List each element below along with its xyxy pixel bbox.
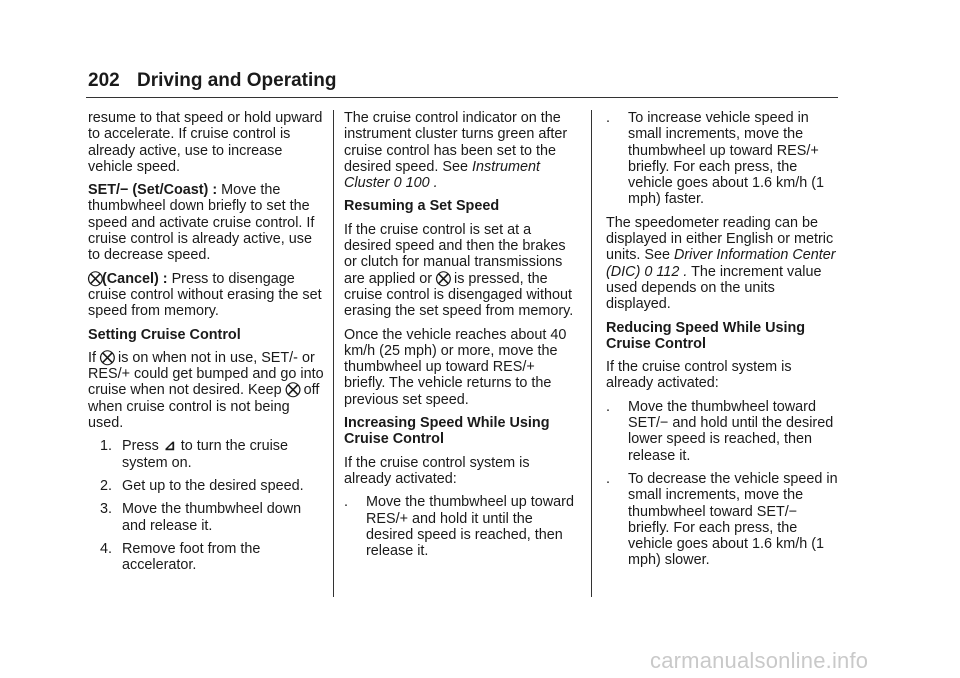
text: The increment value used depends on the units displayed.: [606, 263, 822, 313]
bullet: .: [606, 470, 610, 487]
section-title: Driving and Operating: [136, 70, 337, 91]
text: If the cruise control is set at a desired speed and then the brakes or clutch for manual transmissions are applied or: [344, 221, 566, 287]
list-item: [100, 541, 324, 574]
step-text: Remove foot from the accelerator.: [122, 540, 261, 574]
cruise-control-icon: ⊿: [163, 438, 176, 455]
set-coast-label: SET/− (Set/Coast) :: [88, 182, 218, 199]
paragraph: resume to that speed or hold upward to accelerate. If cruise control is already active, use to increase vehicle speed.: [88, 110, 323, 175]
page-reference: 0 112 .: [640, 263, 688, 280]
step-text: Move the thumbwheel down and release it.: [122, 501, 302, 534]
cancel-icon: ⛒: [100, 349, 115, 366]
list-item-text: To increase vehicle speed in small increments, move the thumbwheel up toward RES/+ briefly. For each press, the vehicle goes about 1.6 km/h (1 mph) faster.: [628, 110, 824, 208]
increase-heading: Increasing Speed While Using Cruise Control: [344, 415, 550, 448]
page-number: 202: [88, 70, 120, 91]
step-text: [122, 438, 324, 471]
list-item: [606, 110, 842, 208]
setting-heading: Setting Cruise Control: [88, 326, 241, 343]
step-number: 3.: [100, 501, 113, 518]
list-item: [100, 478, 324, 494]
text: The cruise control indicator on the instrument cluster turns green after cruise control has been set to the desired speed. See: [344, 110, 568, 175]
bullet: .: [606, 398, 610, 415]
cross-reference-link[interactable]: Driver Information Center (DIC): [606, 247, 836, 280]
text: If: [88, 349, 100, 366]
list-item-text: To decrease the vehicle speed in small increments, move the thumbwheel toward SET/− briefly. For each press, the vehicle goes about 1.6 km/h (1 mph) slower.: [628, 470, 838, 569]
text: is pressed, the cruise control is disengaged without erasing the set speed from memory.: [344, 270, 574, 320]
steps-list: [88, 438, 324, 573]
bullet: .: [344, 494, 348, 511]
watermark: carmanualsonline.info: [650, 648, 869, 673]
paragraph-speedometer: [606, 215, 842, 313]
bullet-list: [606, 399, 842, 569]
cancel-text: Press to disengage cruise control without erasing the set speed from memory.: [88, 270, 322, 320]
paragraph-resume: [344, 222, 580, 320]
set-coast-text: Move the thumbwheel down briefly to set the speed and activate cruise control. If cruise control is already active, use to decrease speed.: [88, 182, 315, 264]
bullet-list: [606, 110, 842, 208]
paragraph-setting: [88, 350, 324, 431]
step-text: Get up to the desired speed.: [122, 477, 304, 494]
column-3: [606, 110, 842, 576]
cancel-icon: ⛒: [436, 270, 451, 287]
list-item-text: Move the thumbwheel up toward RES/+ and hold it until the desired speed is reached, then release it.: [366, 494, 574, 560]
list-item: [100, 438, 324, 471]
column-divider-2: [591, 110, 592, 597]
paragraph: Once the vehicle reaches about 40 km/h (25 mph) or more, move the thumbwheel up toward RES/+ briefly. The vehicle returns to the previous set speed.: [344, 326, 567, 408]
text: to turn the cruise system on.: [122, 438, 288, 471]
resume-heading: Resuming a Set Speed: [344, 198, 500, 215]
list-item: [100, 501, 324, 534]
text: The speedometer reading can be displayed in either English or metric units. See: [606, 214, 834, 264]
column-divider-1: [333, 110, 334, 597]
step-number: 1.: [100, 438, 113, 455]
text: Press: [122, 438, 163, 455]
list-item: [344, 494, 580, 559]
column-2: [344, 110, 580, 566]
page-reference: 0 100 .: [389, 175, 438, 192]
bullet: .: [606, 110, 610, 126]
cancel-icon: ⛒: [285, 382, 301, 399]
text: is on when not in use, SET/- or RES/+ could get bumped and go into cruise when not desired. Keep: [88, 349, 324, 399]
paragraph-cancel: [88, 271, 324, 320]
list-item: [606, 471, 842, 569]
column-1: [88, 110, 324, 580]
paragraph: If the cruise control system is already activated:: [344, 454, 530, 487]
paragraph: If the cruise control system is already activated:: [606, 359, 792, 392]
bullet-list: [344, 494, 580, 559]
paragraph-set-coast: [88, 182, 324, 263]
list-item-text: Move the thumbwheel toward SET/− and hold until the desired lower speed is reached, then release it.: [628, 398, 834, 464]
header-rule: [86, 97, 838, 98]
cancel-label: (Cancel) :: [102, 270, 168, 287]
paragraph-indicator: [344, 110, 580, 191]
reducing-heading: Reducing Speed While Using Cruise Control: [606, 319, 806, 352]
list-item: [606, 399, 842, 464]
cross-reference-link[interactable]: Instrument Cluster: [344, 158, 540, 192]
step-number: 2.: [100, 477, 113, 494]
page-header: [88, 70, 337, 92]
cancel-icon: ⛒: [88, 270, 103, 287]
step-number: 4.: [100, 540, 113, 557]
text: off when cruise control is not being used.: [88, 382, 320, 432]
